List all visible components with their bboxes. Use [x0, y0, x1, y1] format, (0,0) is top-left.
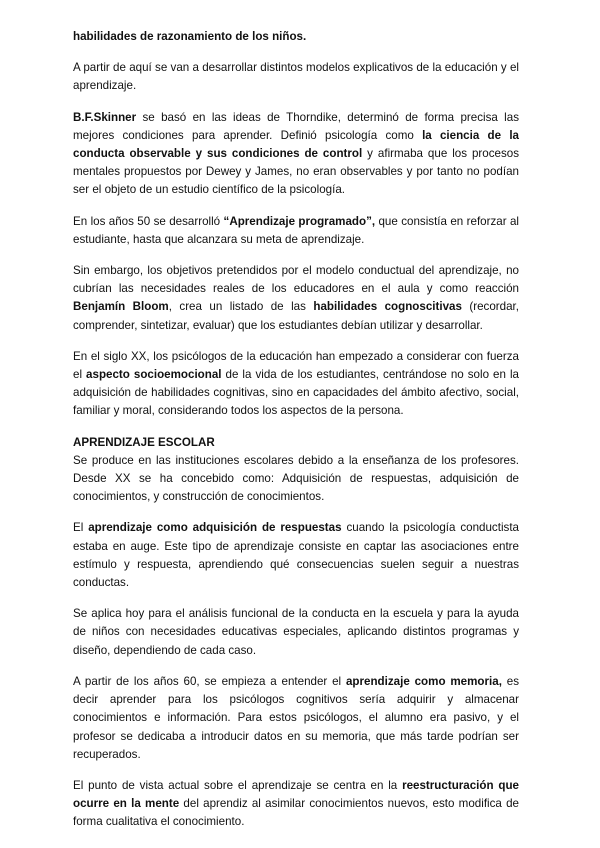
text-span: Se produce en las instituciones escolares debido a la enseñanza de los profesores. Desde XX se ha concebido como: Adquisición de respuestas, adquisición de conocimientos, y construcción de conocimientos. — [73, 453, 519, 504]
intro-section — [73, 28, 519, 421]
text-span: es decir aprender para los psicólogos cognitivos sería adquirir y almacenar conocimientos e información. Para estos psicólogos, el alumno era pasivo, y el profesor se dedicaba a introducir datos en su memoria, que más tarde podrían ser recuperados. — [73, 674, 520, 761]
text-span: de la vida de los estudiantes, centrándose no solo en la adquisición de habilidades cognitivas, sino en capacidades del ámbito afectivo, social, familiar y moral, considerando todos los aspectos de la persona. — [73, 368, 519, 418]
bold-text: aprendizaje como memoria, — [345, 674, 502, 688]
text-span: A partir de los años 60, se empieza a entender el — [73, 674, 346, 688]
text-span: En los años 50 se desarrolló — [73, 214, 224, 228]
text-span: del aprendiz al asimilar conocimientos nuevos, esto modifica de forma cualitativa el conocimiento. — [73, 797, 519, 829]
text-span: A partir de aquí se van a desarrollar distintos modelos explicativos de la educación y el aprendizaje. — [73, 61, 519, 93]
bold-text: “Aprendizaje programado”, — [223, 214, 376, 228]
text-span: , crea un listado de las — [168, 300, 314, 314]
bold-text: aspecto socioemocional — [86, 368, 222, 382]
section-body — [73, 452, 519, 832]
bold-text: aprendizaje como adquisición de respuestas — [88, 521, 342, 535]
text-span: Se aplica hoy para el análisis funcional de la conducta en la escuela y para la ayuda de niños con necesidades educativas especiales, aplicando distintos programas y diseño, dependiendo de cada caso. — [73, 607, 519, 657]
paragraph — [73, 59, 519, 95]
text-span: que consistía en reforzar al estudiante, hasta que alcanzara su meta de aprendizaje. — [73, 214, 519, 246]
paragraph — [73, 262, 519, 335]
bold-text: habilidades cognoscitivas — [313, 300, 462, 314]
section-heading: APRENDIZAJE ESCOLAR — [73, 435, 215, 449]
paragraph — [73, 28, 519, 46]
bold-text: la ciencia de la conducta observable y sus condiciones de control — [73, 128, 519, 161]
text-span: cuando la psicología conductista estaba en auge. Este tipo de aprendizaje consiste en captar las asociaciones entre estímulo y respuesta, aprendiendo qué consecuencias suelen seguir a nuestras conductas. — [73, 521, 519, 590]
text-span: y afirmaba que los procesos mentales propuestos por Dewey y James, no eran observables y por tanto no podían ser el objeto de un estudio científico de la psicología. — [73, 147, 520, 197]
text-span: En el siglo XX, los psicólogos de la educación han empezado a considerar con fuerza el — [73, 349, 519, 382]
text-span: se basó en las ideas de Thorndike, determinó de forma precisa las mejores condiciones para aprender. Definió psicología como — [73, 110, 519, 142]
text-span: Sin embargo, los objetivos pretendidos por el modelo conductual del aprendizaje, no cubrían las necesidades reales de los educadores en el aula y como reacción — [73, 264, 519, 296]
paragraph — [73, 519, 519, 592]
text-span: El — [73, 521, 89, 535]
text-span: El punto de vista actual sobre el aprendizaje se centra en la — [73, 778, 403, 792]
document-page — [73, 28, 519, 845]
paragraph — [73, 452, 519, 507]
paragraph — [73, 777, 519, 832]
bold-text: Benjamín Bloom — [73, 300, 169, 314]
paragraph — [73, 348, 519, 421]
text-span: (recordar, comprender, sintetizar, evaluar) que los estudiantes debían utilizar y desarrollar. — [73, 300, 519, 332]
bold-text: habilidades de razonamiento de los niños. — [73, 30, 307, 43]
paragraph — [73, 213, 519, 249]
paragraph — [73, 605, 519, 660]
bold-text: B.F.Skinner — [73, 110, 137, 124]
paragraph — [73, 109, 519, 200]
bold-text: reestructuración que ocurre en la mente — [73, 778, 519, 811]
paragraph — [73, 673, 519, 764]
